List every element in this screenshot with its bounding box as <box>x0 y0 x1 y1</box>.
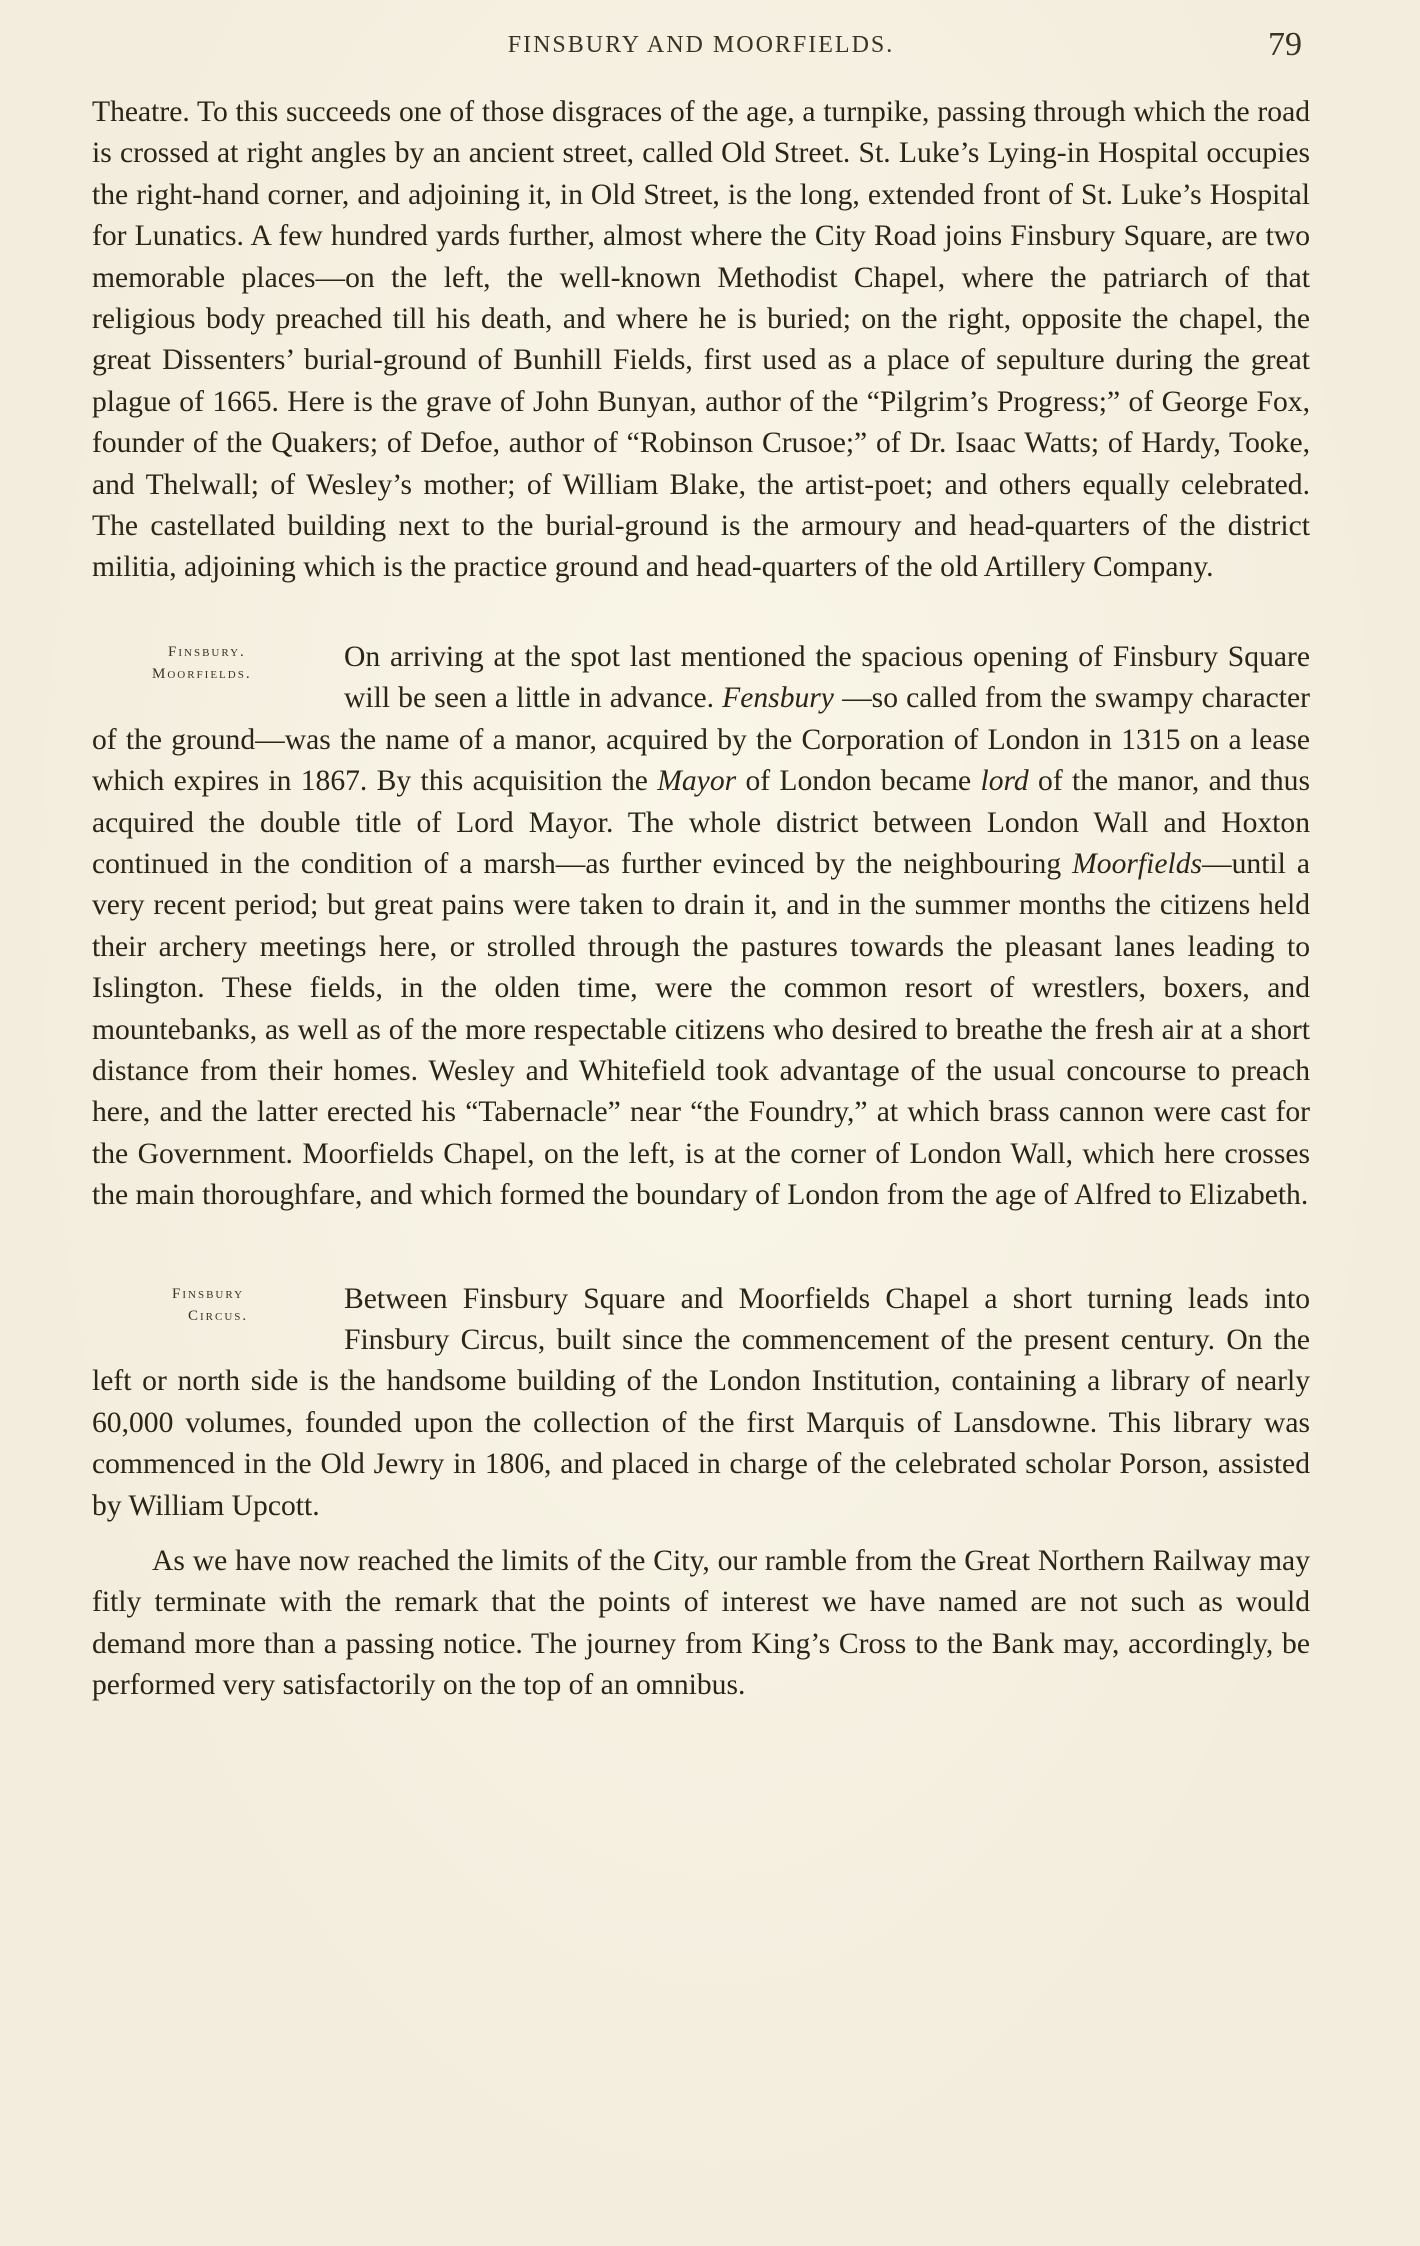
text-run: —until a very recent period; but great pains were taken to drain it, and in the summer months the citizens held their archery meetings here, or strolled through the pastures towards the pleasant lanes leading to Islington. These fields, in the olden time, were the common resort of wrestlers, boxers, and mountebanks, as well as of the more respectable citizens who desired to breathe the fresh air at a short distance from their homes. Wesley and Whitefield took advantage of the usual concourse to preach here, and the latter erected his “Tabernacle” near “the Foundry,” at which brass cannon were cast for the Government. Moorfields Chapel, on the left, is at the corner of London Wall, which here crosses the main thoroughfare, and which formed the boundary of London from the age of Alfred to Elizabeth. <box>92 847 1311 1212</box>
text-run: —so called from the swampy character of the ground—was the name of a manor, acquired by the Corporation of London in 1315 on a lease which expires in 1867. By this acquisition the <box>92 682 1310 798</box>
side-note-line: Finsbury. <box>168 643 246 660</box>
paragraph-intro: Theatre. To this succeeds one of those disgraces of the age, a turnpike, passing through which the road is crossed at right angles by an ancient street, called Old Street. St. Luke’s Lying-in Hospital occupies the right-hand corner, and adjoining it, in Old Street, is the long, extended front of St. Luke’s Hospital for Lunatics. A few hundred yards further, almost where the City Road joins Finsbury Square, are two memorable places—on the left, the well-known Methodist Chapel, where the patriarch of that religious body preached till his death, and where he is buried; on the right, opposite the chapel, the great Dissenters’ burial-ground of Bunhill Fields, first used as a place of sepulture during the great plague of 1665. Here is the grave of John Bunyan, author of the “Pilgrim’s Progress;” of George Fox, founder of the Quakers; of Defoe, author of “Robinson Crusoe;” of Dr. Isaac Watts; of Hardy, Tooke, and Thelwall; of Wesley’s mother; of William Blake, the artist-poet; and others equally celebrated. The castellated building next to the burial-ground is the armoury and head-quarters of the district militia, adjoining which is the practice ground and head-quarters of the old Artillery Company. <box>92 96 1310 584</box>
page-header <box>92 26 1310 66</box>
text-run: of London became <box>736 765 981 798</box>
side-note-finsbury-circus <box>92 1283 310 1345</box>
italic-term-moorfields: Moorfields <box>1072 847 1203 880</box>
page-number: 79 <box>1268 26 1302 63</box>
section-finsbury-circus <box>92 1279 1310 1707</box>
paragraph-circus: Between Finsbury Square and Moorfields Chapel a short turning leads into Finsbury Circus, built since the commencement of the present century. On the left or north side is the handsome building of the London Institution, containing a library of nearly 60,000 volumes, founded upon the collection of the first Marquis of Lansdowne. This library was commenced in the Old Jewry in 1806, and placed in charge of the celebrated scholar Porson, assisted by William Upcott. <box>92 1282 1310 1522</box>
section-finsbury-moorfields <box>92 637 1310 1217</box>
running-head: FINSBURY AND MOORFIELDS. <box>507 32 895 58</box>
side-note-line: Moorfields. <box>152 665 252 682</box>
side-note-line: Circus. <box>188 1307 249 1324</box>
text-run: of the manor, and thus acquired the double title of Lord Mayor. The whole district between London Wall and Hoxton continued in the condition of a marsh—as further evinced by the neighbouring <box>92 765 1310 880</box>
side-note-line: Finsbury <box>172 1285 245 1302</box>
italic-term-mayor: Mayor <box>657 765 737 798</box>
italic-term-fensbury: Fensbury <box>722 682 834 715</box>
paragraph-moorfields <box>92 637 1310 1217</box>
page-body <box>92 92 1310 1707</box>
paragraph-final: As we have now reached the limits of the City, our ramble from the Great Northern Railway may fitly terminate with the remark that the points of interest we have named are not such as would demand more than a passing notice. The journey from King’s Cross to the Bank may, accordingly, be performed very satisfactorily on the top of an omnibus. <box>92 1545 1310 1702</box>
text-run: On arriving at the spot last mentioned the spacious opening of Finsbury Square will be seen a little in advance. <box>344 640 1310 715</box>
side-note-finsbury-moorfields <box>92 641 310 703</box>
italic-term-lord: lord <box>980 765 1029 798</box>
